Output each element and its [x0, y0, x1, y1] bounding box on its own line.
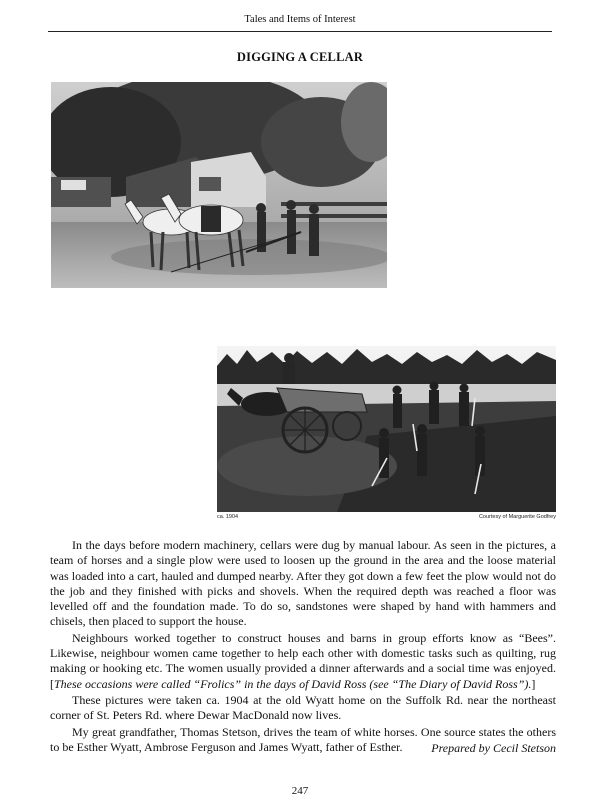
photo-credit-caption: Courtesy of Marguerite Godfrey: [478, 514, 556, 520]
page-number: 247: [291, 785, 309, 797]
paragraph-1: In the days before modern machinery, cellars were dug by manual labour. As seen in the pictures, a team of horses and a single plow were used to loosen up the ground in the area and the loose material was loaded into a cart, hauled and dumped nearby. After they got down a few feet the plow would not do the job and they finished with picks and shovels. When the required depth was reached a floor was levelled off and the foundation made. To do so, sandstones were shaped by hand with hammers and chisels, then placed to support the house.: [50, 538, 556, 629]
paragraph-2-bracket-close: ]: [531, 676, 536, 691]
paragraph-3: These pictures were taken ca. 1904 at the old Wyatt home on the Suffolk Rd. near the northeast corner of St. Peters Rd. where Dewar MacDonald now lives.: [50, 692, 556, 723]
paragraph-2-text: Neighbours worked together to construct houses and barns in group efforts know as “Bees”. Likewise, neighbour women came together to help each other with domestic tasks such as quilting, rug making or hooking etc. The women usually provided a dinner afterwards and a social time was enjoyed.: [50, 630, 556, 676]
paragraph-2-italic: These occasions were called “Frolics” in the days of David Ross (see “The Diary of David Ross”).: [54, 676, 532, 691]
header-rule: [48, 31, 552, 32]
paragraph-2-bracket-open: [: [50, 676, 54, 691]
paragraph-4: My great grandfather, Thomas Stetson, drives the team of white horses. One source states the others to be Esther Wyatt, Ambrose Ferguson and James Wyatt, father of Esther.: [50, 724, 556, 754]
photo-date-caption: ca. 1904: [217, 514, 239, 520]
running-header: Tales and Items of Interest: [244, 14, 356, 25]
paragraph-2: [50, 631, 556, 692]
page-title: DIGGING A CELLAR: [236, 50, 364, 64]
photo-horses-plowing: [51, 82, 387, 288]
author-signature: Prepared by Cecil Stetson: [431, 741, 556, 755]
article-body: [50, 538, 556, 755]
photo-cart-and-diggers: [217, 346, 556, 512]
